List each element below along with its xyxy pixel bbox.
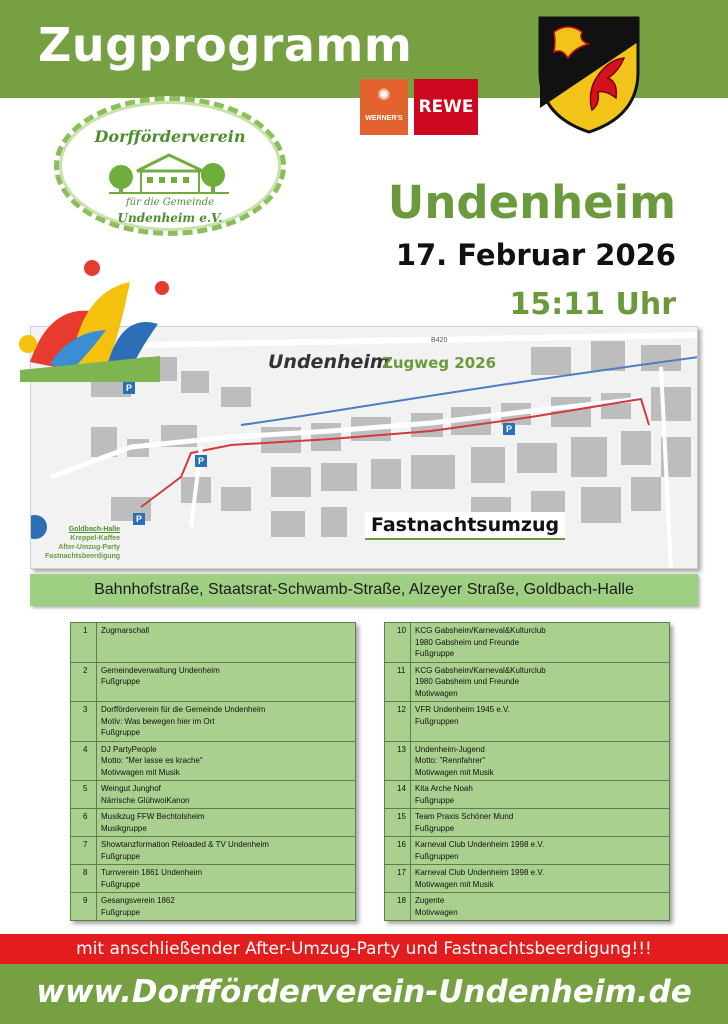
row-participant [97,837,356,865]
participant-line: Motivwagen mit Musik [415,879,494,889]
jester-hat-icon [10,252,170,382]
participant-line: Fußgruppe [101,677,141,686]
sponsor-werners-logo [360,79,408,135]
map-title: Undenheim [268,351,390,373]
map-legend-item: Kreppel-Kaffee [70,535,121,542]
house-icon [109,151,229,195]
coat-of-arms-icon [534,12,644,136]
table-row [385,623,670,663]
participant-line: Motto: "Rennfahrer" [415,756,486,765]
participant-line: Kita Arche Noah [415,784,473,793]
participant-line: Fußgruppe [101,907,141,917]
club-logo [54,96,286,236]
row-number: 14 [385,781,411,809]
table-row [385,865,670,893]
participant-line: Zugmarschall [101,626,150,635]
participant-line: KCG Gabsheim/Karneval&Kulturclub [415,626,546,635]
participant-line: Motivwagen mit Musik [415,767,494,777]
table-row [71,662,356,702]
participant-line: 1980 Gabsheim und Freunde [415,637,520,647]
row-number: 13 [385,741,411,781]
row-participant [97,781,356,809]
map-legend-item: Fastnachtsbeerdigung [45,553,121,560]
table-row [385,837,670,865]
row-number: 5 [71,781,97,809]
page-title: Zugprogramm [38,18,413,72]
participant-line: Fußgruppe [415,649,455,658]
table-row [71,865,356,893]
participant-line: Närrische GlühwoiKanon [101,795,190,805]
route-streets: Bahnhofstraße, Staatsrat-Schwamb-Straße, Alzeyer Straße, Goldbach-Halle [30,574,698,606]
row-participant [411,741,670,781]
row-number: 4 [71,741,97,781]
row-participant [411,781,670,809]
participant-line: Musikzug FFW Bechtolsheim [101,812,205,821]
website-link[interactable]: www.Dorfförderverein-Undenheim.de [36,974,692,1010]
row-participant [97,623,356,663]
map-legend-item: After-Umzug-Party [58,544,121,551]
event-date: 17. Februar 2026 [395,238,676,272]
participant-line: Karneval Club Undenheim 1998 e.V. [415,840,545,849]
row-number: 10 [385,623,411,663]
participant-line: Motivwagen [415,688,458,698]
row-number: 7 [71,837,97,865]
participant-line: Gemeindeverwaltung Undenheim [101,665,220,675]
participant-line: Fußgruppe [415,823,455,833]
logo-name: Dorfförderverein [94,127,246,146]
row-participant [411,809,670,837]
participant-line: Karneval Club Undenheim 1998 e.V. [415,868,545,877]
event-time: 15:11 Uhr [509,287,676,322]
table-row [71,893,356,921]
participant-line: Fußgruppe [415,795,455,805]
table-row [385,781,670,809]
participant-line: Gesangsverein 1862 [101,896,175,905]
row-number: 6 [71,809,97,837]
participant-line: VFR Undenheim 1945 e.V. [415,705,510,714]
parking-icon: P [123,382,135,394]
participant-line: Undenheim-Jugend [415,744,485,754]
map-legend-item: Goldbach-Halle [68,526,121,533]
participant-line: Zugente [415,896,445,905]
table-row [71,702,356,742]
participant-line: Turnverein 1861 Undenheim [101,868,203,877]
row-participant [411,893,670,921]
table-row [71,623,356,663]
sponsor-rewe-logo: REWE [414,79,478,135]
row-participant [97,893,356,921]
row-number: 12 [385,702,411,742]
table-row [385,662,670,702]
map-event-label: Fastnachtsumzug [365,512,565,540]
table-row [385,893,670,921]
participant-line: Fußgruppe [101,879,141,889]
party-banner: mit anschließender After-Umzug-Party und Fastnachtsbeerdigung!!! [0,934,728,964]
row-number: 16 [385,837,411,865]
row-number: 11 [385,662,411,702]
table-row [71,741,356,781]
row-participant [97,702,356,742]
participant-line: Musikgruppe [101,823,147,833]
parking-icon: P [195,455,207,467]
row-number: 3 [71,702,97,742]
parade-list-left [70,622,356,921]
table-row [71,809,356,837]
table-row [71,781,356,809]
logo-subtitle: für die Gemeinde [125,197,215,208]
participant-line [101,648,351,660]
participant-line: Showtanzformation Reloaded & TV Undenheim [101,840,269,849]
participant-line: Motto: "Mer lasse es krache" [101,756,203,765]
participant-line: 1980 Gabsheim und Freunde [415,677,520,686]
row-number: 2 [71,662,97,702]
row-number: 18 [385,893,411,921]
participant-line: Motivwagen [415,907,458,917]
row-participant [97,809,356,837]
sponsor-werners-name: WERNER'S [365,115,403,122]
participant-line [101,688,351,700]
table-row [385,809,670,837]
road-label-b420: B420 [431,337,448,344]
parking-icon: P [503,423,515,435]
participant-line [415,727,665,739]
logo-town: Undenheim e.V. [117,211,223,225]
map-legend [45,525,120,561]
participant-line: Fußgruppe [101,851,141,861]
participant-line [101,637,351,649]
row-participant [411,623,670,663]
table-row [71,837,356,865]
row-number: 15 [385,809,411,837]
parking-icon: P [133,513,145,525]
row-participant [411,702,670,742]
table-row [385,702,670,742]
row-participant [97,865,356,893]
event-town: Undenheim [387,176,676,229]
participant-line: Fußgruppe [101,728,141,737]
sun-icon: ✺ [377,87,391,104]
row-participant [411,865,670,893]
participant-line: DJ PartyPeople [101,744,157,754]
participant-line: Motiv: Was bewegen hier im Ort [101,716,215,726]
row-participant [97,662,356,702]
row-participant [411,837,670,865]
row-number: 17 [385,865,411,893]
participant-line: Weingut Junghof [101,784,161,793]
row-number: 8 [71,865,97,893]
table-row [385,741,670,781]
participant-line: KCG Gabsheim/Karneval&Kulturclub [415,665,546,675]
row-participant [97,741,356,781]
parade-list-right [384,622,670,921]
map-subtitle: Zugweg 2026 [382,354,497,372]
participant-line: Fußgruppen [415,851,459,861]
participant-line: Motivwagen mit Musik [101,767,180,777]
participant-line: Team Praxis Schöner Mund [415,812,514,821]
participant-line: Fußgruppen [415,716,459,726]
row-participant [411,662,670,702]
row-number: 1 [71,623,97,663]
participant-line: Dorfförderverein für die Gemeinde Undenheim [101,705,266,714]
row-number: 9 [71,893,97,921]
